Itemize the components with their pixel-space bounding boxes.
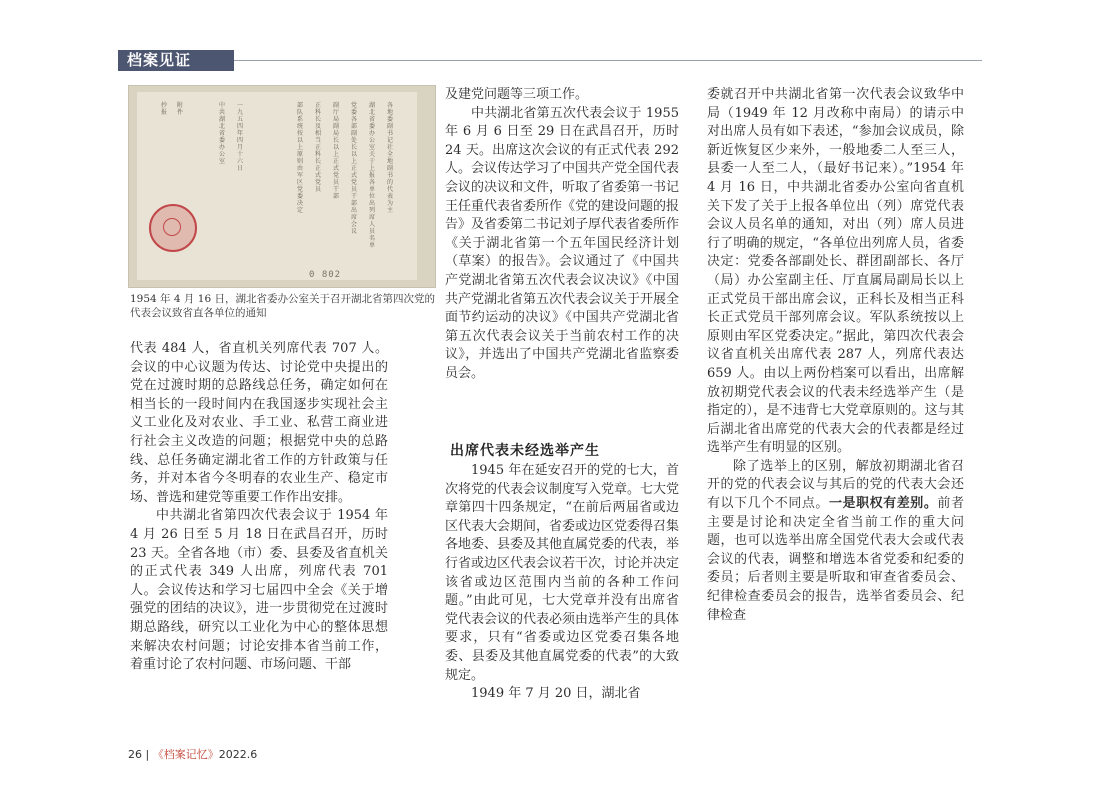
doc-text-column: 正科长及相当正科长正式党员 bbox=[315, 102, 322, 193]
doc-text-column: 湖北省委办公室关于上报各单位出列席人员名单 bbox=[369, 102, 376, 249]
column-2-bottom bbox=[445, 462, 679, 704]
column-2-top bbox=[445, 86, 679, 384]
paragraph: 委就召开中共湖北省第一次代表会议致华中局（1949 年 12 月改称中南局）的请示中对出席人员有如下表述，“参加会议成员，除新近恢复区少来外，一般地委二人至三人，县委一人至二人，（最好书记来）。”1954 年 4 月 16 日，中共湖北省委办公室向省直机关下发了关于上报各单位出（列）席党代表会议人员名单的通知，对出（列）席人员进行了明确的规定，“各单位出列席人员，省委决定：党委各部副处长、群团副部长、各厅（局）办公室副主任、厅直属局副局长以上正式党员干部出席会议，正科长及相当正科长正式党员干部列席会议。军队系统按以上原则由军区党委决定。”据此，第四次代表会议省直机关出席代表 287 人，列席代表达 659 人。由以上两份档案可以看出，出席解放初期党代表会议的代表未经选举产生（是指定的），是不违背七大党章原则的。这与其后湖北省出席党的代表大会的代表都是经过选举产生有明显的区别。 bbox=[707, 87, 964, 456]
header-divider bbox=[234, 60, 982, 61]
footer-separator: | bbox=[145, 748, 150, 761]
paragraph bbox=[707, 458, 964, 625]
issue-number: 2022.6 bbox=[218, 748, 258, 761]
paragraph-rest: 前者主要是讨论和决定全省当前工作的重大问题，也可以选举出席全国党代表大会或代表会议的代表，调整和增选本省党委和纪委的委员；后者则主要是听取和审查省委员会、纪律检查委员会的报告，选举省委员会、纪律检查 bbox=[707, 496, 964, 623]
paragraph: 及建党问题等三项工作。 bbox=[445, 87, 589, 102]
document-sheet bbox=[137, 92, 417, 280]
paragraph: 1949 年 7 月 20 日，湖北省 bbox=[471, 686, 641, 702]
paragraph: 代表 484 人，省直机关列席代表 707 人。会议的中心议题为传达、讨论党中央提出的党在过渡时期的总路线总任务，确定如何在相当长的一段时间内在我国逐步实现社会主义工业化及对农业、手工业、私营工商业进行社会主义改造的问题；根据党中央的总路线、总任务确定湖北省工作的方针政策与任务，并对本省今冬明春的农业生产、稳定市场、普选和建党等重要工作作出安排。 bbox=[130, 341, 388, 505]
red-seal-icon bbox=[149, 204, 197, 252]
journal-name: 《档案记忆》 bbox=[152, 748, 219, 761]
figure-caption: 1954 年 4 月 16 日，湖北省委办公室关于召开湖北省第四次党的代表会议致省直各单位的通知 bbox=[130, 293, 435, 319]
doc-text-column: 一九五四年四月十六日 bbox=[237, 102, 244, 172]
doc-text-column: 各地委副书记社全地副书的代表为主 bbox=[387, 102, 394, 214]
doc-text-column: 部队系统按以上原则由军区党委决定 bbox=[297, 102, 304, 214]
section-title: 档案见证 bbox=[118, 50, 234, 71]
doc-text-column: 附件 bbox=[177, 102, 184, 116]
page-footer bbox=[128, 746, 257, 762]
page-number: 26 bbox=[128, 748, 142, 761]
paragraph-lead: 除了选举上的区别，解放初期湖北省召开的党的代表会议与其后的党的代表大会还有以下几个不同点。 bbox=[707, 458, 964, 512]
paragraph: 中共湖北省第五次代表会议于 1955 年 6 月 6 日至 29 日在武昌召开，历时 24 天。出席这次会议的有正式代表 292 人。会议传达学习了中国共产党全国代表会议的决议和文件，听取了省委第一书记王任重代表省委所作《党的建设问题的报告》及省委第二书记刘子厚代表省委所作《关于湖北省第一个五年国民经济计划（草案）的报告》。会议通过了《中国共产党湖北省第五次代表会议决议》《中国共产党湖北省第五次代表会议关于开展全面节约运动的决议》《中国共产党湖北省第五次代表会议关于当前农村工作的决议》，并选出了中国共产党湖北省监察委员会。 bbox=[445, 105, 680, 381]
doc-text-column: 中共湖北省委办公室 bbox=[219, 102, 226, 165]
column-1 bbox=[130, 340, 388, 675]
archive-document-photo bbox=[128, 85, 436, 288]
emphasis-text: 一是职权有差别。 bbox=[828, 496, 938, 512]
paragraph: 1945 年在延安召开的党的七大，首次将党的代表会议制度写入党章。七大党章第四十四条规定，“在前后两届省或边区代表大会期间，省委或边区党委得召集各地委、县委及其他直属党委的代表，举行省或边区代表会议若干次，讨论并决定该省或边区范围内当前的各种工作问题。”由此可见，七大党章并没有出席省党代表会议的代表必须由选举产生的具体要求，只有“省委或边区党委召集各地委、县委及其他直属党委的代表”的大致规定。 bbox=[445, 463, 680, 683]
doc-text-column: 抄报 bbox=[161, 102, 168, 116]
doc-archive-number: 0 802 bbox=[309, 270, 342, 280]
paragraph: 中共湖北省第四次代表会议于 1954 年 4 月 26 日至 5 月 18 日在武昌召开，历时 23 天。全省各地（市）委、县委及省直机关的正式代表 349 人出席，列席代表 701 人。会议传达和学习七届四中全会《关于增强党的团结的决议》，进一步贯彻党在过渡时期总路线，研究以工业化为中心的整体思想来解决农村问题；讨论安排本省当前工作，着重讨论了农村问题、市场问题、干部 bbox=[130, 508, 388, 673]
section-heading: 出席代表未经选举产生 bbox=[450, 443, 600, 459]
doc-text-column: 党委各部副处长以上正式党员干部出席会议 bbox=[351, 102, 358, 235]
doc-text-column: 副厅局副局长以上正式党员干部 bbox=[333, 102, 340, 200]
column-3 bbox=[707, 86, 964, 625]
